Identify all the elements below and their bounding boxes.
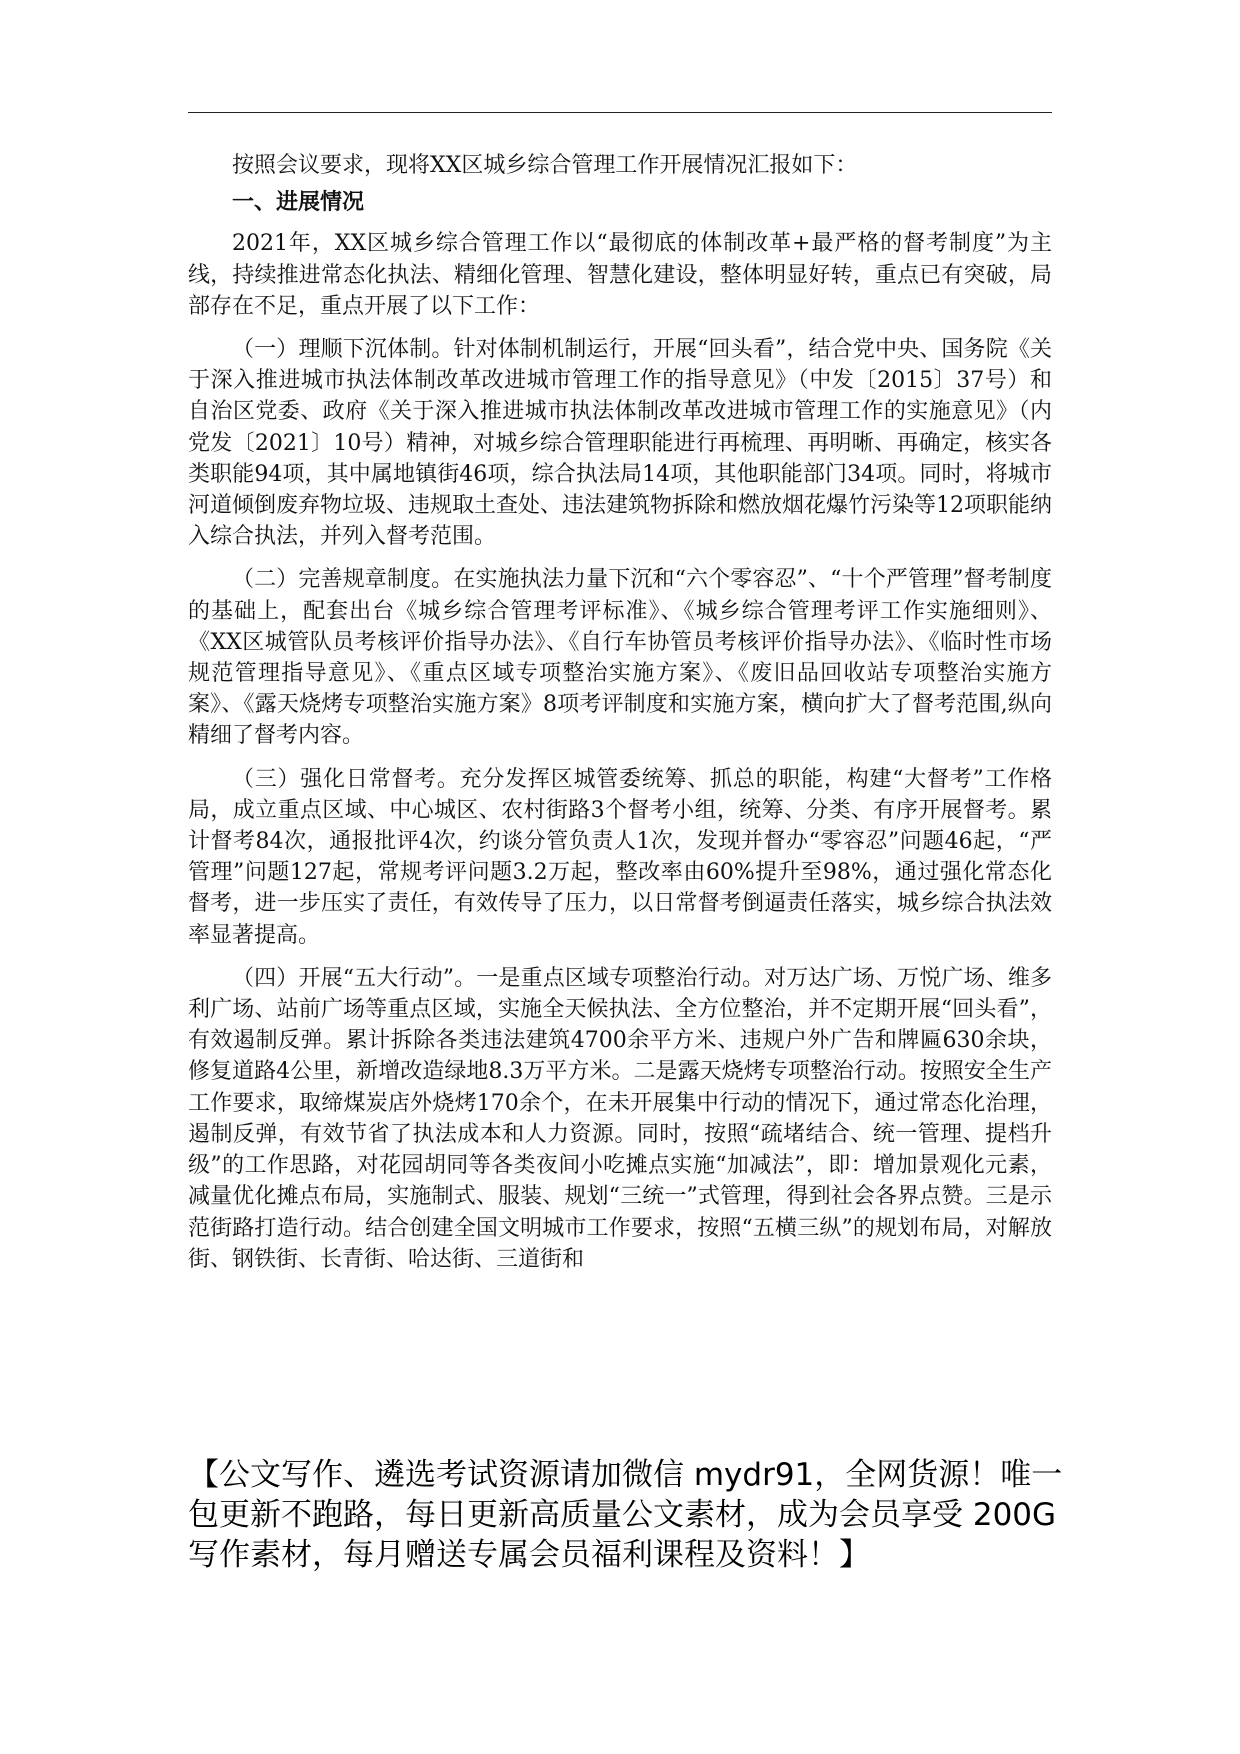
advertisement-text: 【公文写作、遴选考试资源请加微信 mydr91，全网货源！唯一包更新不跑路，每日更新高质量公文素材，成为会员享受 200G 写作素材，每月赠送专属会员福利课程及资料！】 — [188, 1457, 1063, 1573]
paragraph-actions: （四）开展“五大行动”。一是重点区域专项整治行动。对万达广场、万悦广场、维多利广场、站前广场等重点区域，实施全天候执法、全方位整治，并不定期开展“回头看”，有效遏制反弹。累计拆除各类违法建筑4700余平方米、违规户外广告和牌匾630余块，修复道路4公里，新增改造绿地8.3万平方米。二是露天烧烤专项整治行动。按照安全生产工作要求，取缔煤炭店外烧烤170余个，在未开展集中行动的情况下，通过常态化治理，遏制反弹，有效节省了执法成本和人力资源。同时，按照“疏堵结合、统一管理、提档升级”的工作思路，对花园胡同等各类夜间小吃摊点实施“加减法”，即：增加景观化元素，减量优化摊点布局，实施制式、服装、规划“三统一”式管理，得到社会各界点赞。三是示范街路打造行动。结合创建全国文明城市工作要求，按照“五横三纵”的规划布局，对解放街、钢铁街、长青街、哈达街、三道街和 — [188, 965, 1052, 1272]
summary-paragraph: 2021年，XX区城乡综合管理工作以“最彻底的体制改革+最严格的督考制度”为主线，持续推进常态化执法、精细化管理、智慧化建设，整体明显好转，重点已有突破，局部存在不足，重点开展了以下工作： — [188, 231, 1052, 319]
paragraph-rules: （二）完善规章制度。在实施执法力量下沉和“六个零容忍”、“十个严管理”督考制度的基础上，配套出台《城乡综合管理考评标准》、《城乡综合管理考评工作实施细则》、《XX区城管队员考核评价指导办法》、《自行车协管员考核评价指导办法》、《临时性市场规范管理指导意见》、《重点区域专项整治实施方案》、《废旧品回收站专项整治实施方案》、《露天烧烤专项整治实施方案》8项考评制度和实施方案，横向扩大了督考范围,纵向精细了督考内容。 — [188, 567, 1052, 749]
paragraph-structure: （一）理顺下沉体制。针对体制机制运行，开展“回头看”，结合党中央、国务院《关于深入推进城市执法体制改革改进城市管理工作的指导意见》（中发〔2015〕37号）和自治区党委、政府《关于深入推进城市执法体制改革改进城市管理工作的实施意见》（内党发〔2021〕10号）精神，对城乡综合管理职能进行再梳理、再明晰、再确定，核实各类职能94项，其中属地镇街46项，综合执法局14项，其他职能部门34项。同时，将城市河道倾倒废弃物垃圾、违规取土查处、违法建筑物拆除和燃放烟花爆竹污染等12项职能纳入综合执法，并列入督考范围。 — [188, 337, 1052, 550]
document-body — [188, 150, 1052, 1287]
section-heading: 一、进展情况 — [232, 190, 365, 216]
header-rule — [188, 112, 1052, 113]
intro-paragraph: 按照会议要求，现将XX区城乡综合管理工作开展情况汇报如下： — [232, 153, 858, 178]
paragraph-supervision: （三）强化日常督考。充分发挥区城管委统筹、抓总的职能，构建“大督考”工作格局，成立重点区域、中心城区、农村街路3个督考小组，统筹、分类、有序开展督考。累计督考84次，通报批评4次，约谈分管负责人1次，发现并督办“零容忍”问题46起，“严管理”问题127起，常规考评问题3.2万起，整改率由60%提升至98%，通过强化常态化督考，进一步压实了责任，有效传导了压力，以日常督考倒逼责任落实，城乡综合执法效率显著提高。 — [188, 766, 1052, 948]
